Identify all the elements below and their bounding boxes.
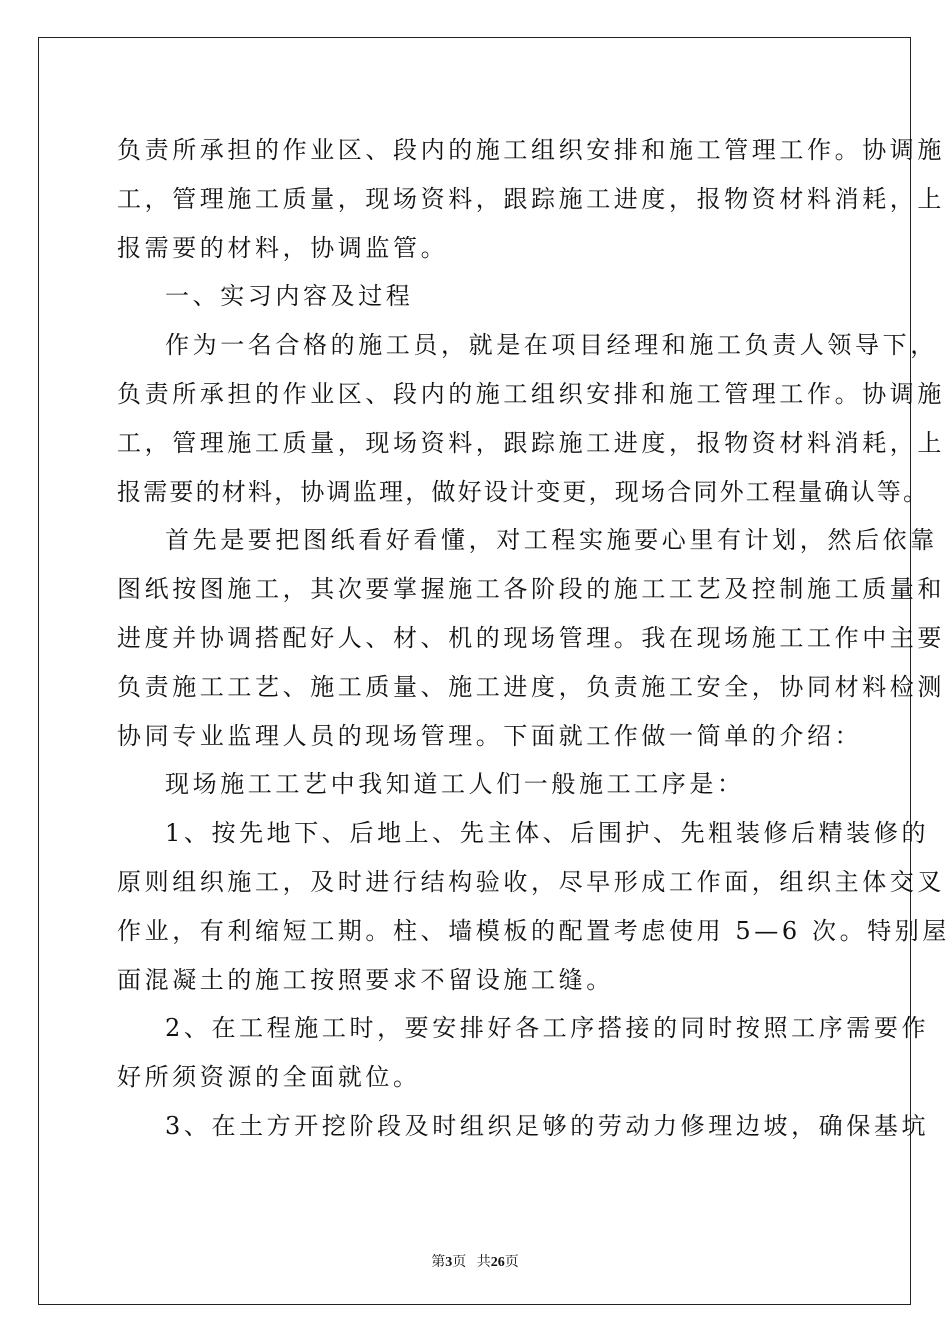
page-footer: [0, 1251, 950, 1271]
text-line: 首先是要把图纸看好看懂，对工程实施要心里有计划，然后依靠: [165, 526, 938, 555]
current-page-number: 3: [445, 1255, 453, 1270]
text-line: 2、在工程施工时，要安排好各工序搭接的同时按照工序需要作: [165, 1014, 930, 1043]
text-line: 作为一名合格的施工员，就是在项目经理和施工负责人领导下，: [165, 331, 938, 360]
text-line: 面混凝土的施工按照要求不留设施工缝。: [117, 965, 614, 994]
text-line: 3、在土方开挖阶段及时组织足够的劳动力修理边坡，确保基坑: [165, 1111, 930, 1140]
text-line: 原则组织施工，及时进行结构验收，尽早形成工作面，组织主体交叉: [117, 867, 945, 896]
text-line: 报需要的材料，协调监管。: [117, 233, 449, 262]
document-body: [117, 126, 950, 1151]
text-line: 负责所承担的作业区、段内的施工组织安排和施工管理工作。协调施: [117, 136, 945, 164]
text-line: 进度并协调搭配好人、材、机的现场管理。我在现场施工工作中主要: [117, 623, 945, 652]
text-line: 工，管理施工质量，现场资料，跟踪施工进度，报物资材料消耗，上: [117, 428, 945, 457]
text-line: 1、按先地下、后地上、先主体、后围护、先粗装修后精装修的: [165, 819, 930, 848]
text-line: 现场施工工艺中我知道工人们一般施工工序是：: [165, 770, 745, 799]
text-line: 作业，有利缩短工期。柱、墙模板的配置考虑使用 5—6 次。特别屋: [117, 916, 950, 945]
text-line: 协同专业监理人员的现场管理。下面就工作做一简单的介绍：: [117, 721, 863, 750]
text-line: 图纸按图施工，其次要掌握施工各阶段的施工工艺及控制施工质量和: [117, 575, 945, 604]
text-line: 好所须资源的全面就位。: [117, 1063, 421, 1092]
footer-prefix: 第: [431, 1255, 446, 1270]
total-pages-number: 26: [490, 1255, 505, 1270]
section-heading: 一、实习内容及过程: [165, 282, 414, 311]
text-line: 工，管理施工质量，现场资料，跟踪施工进度，报物资材料消耗，上: [117, 184, 945, 213]
footer-suffix: 页: [504, 1255, 519, 1270]
text-line: 负责所承担的作业区、段内的施工组织安排和施工管理工作。协调施: [117, 379, 945, 408]
text-line: 报需要的材料，协调监理，做好设计变更，现场合同外工程量确认等。: [117, 477, 930, 506]
text-line: 负责施工工艺、施工质量、施工进度，负责施工安全，协同材料检测: [117, 672, 945, 701]
footer-middle: 页 共: [452, 1255, 491, 1270]
